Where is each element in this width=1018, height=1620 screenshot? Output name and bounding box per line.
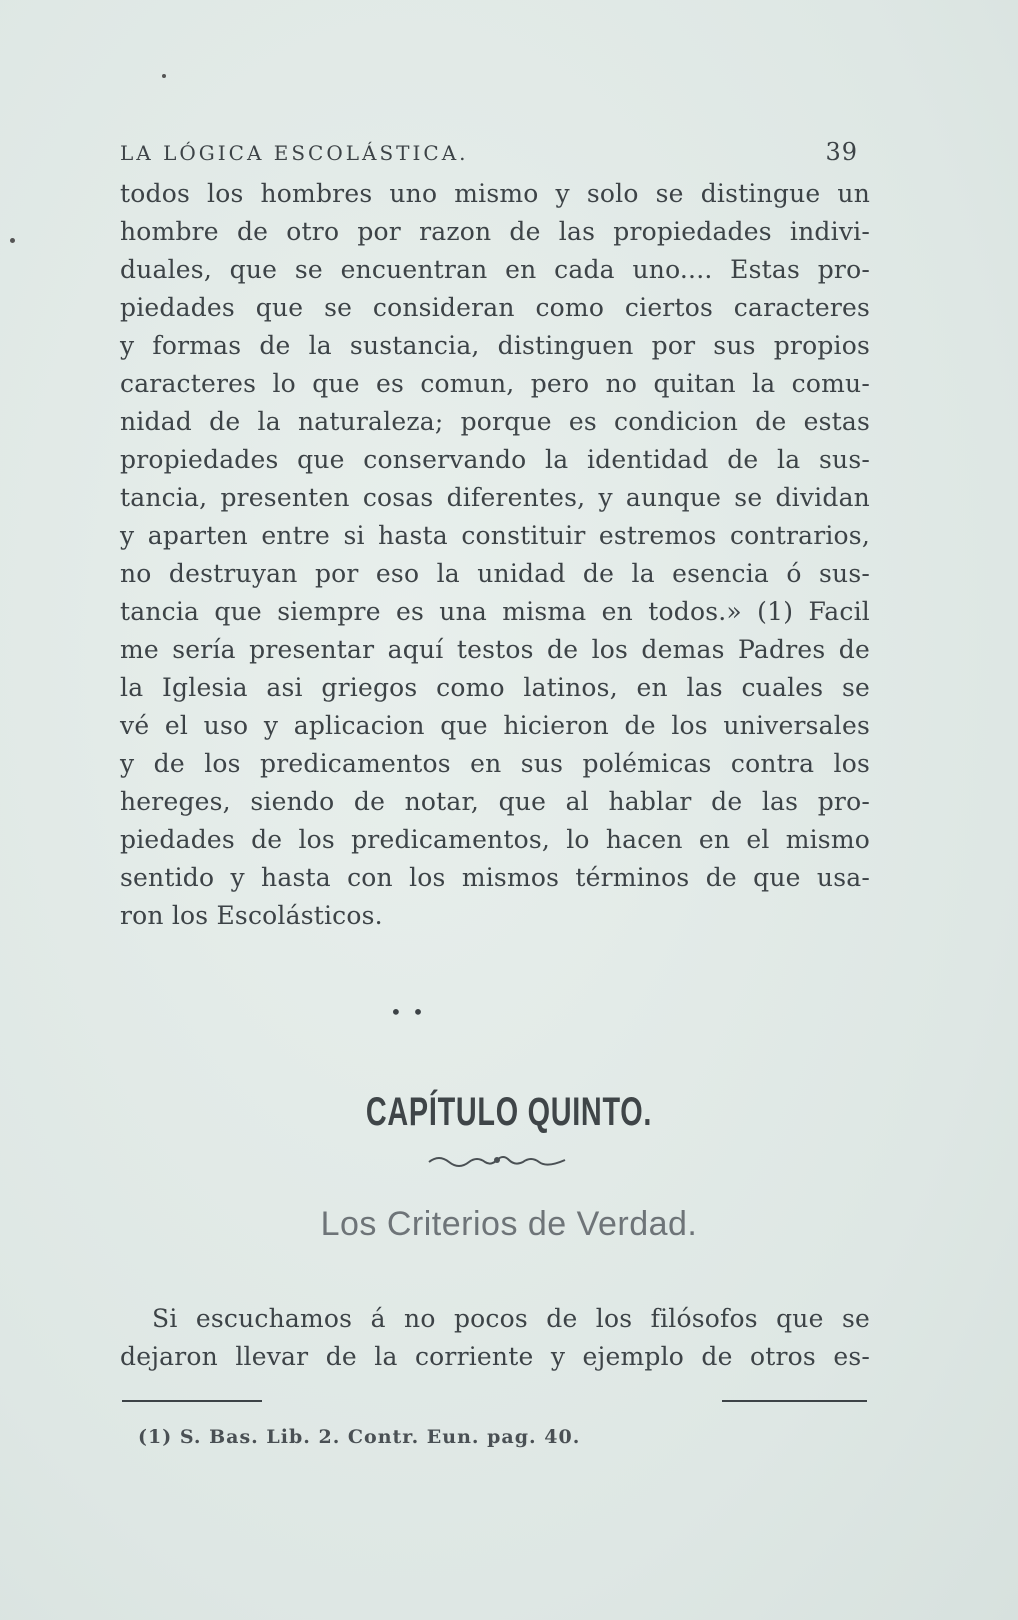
ink-speck xyxy=(10,238,15,243)
text-line: piedades que se consideran como ciertos caracteres xyxy=(120,293,870,322)
flourish-ornament xyxy=(427,1150,567,1172)
text-line: todos los hombres uno mismo y solo se distingue un xyxy=(120,179,870,208)
text-line: no destruyan por eso la unidad de la esencia ó sus- xyxy=(120,559,870,588)
ink-speck xyxy=(162,74,166,78)
text-line: dejaron llevar de la corriente y ejemplo de otros es- xyxy=(120,1342,870,1371)
section-title: Los Criterios de Verdad. xyxy=(320,1205,698,1243)
running-head xyxy=(120,138,858,166)
footnote-rule-right xyxy=(722,1400,867,1402)
text-line: hereges, siendo de notar, que al hablar de las pro- xyxy=(120,787,870,816)
text-line: duales, que se encuentran en cada uno.... Estas pro- xyxy=(120,255,870,284)
text-line: me sería presentar aquí testos de los demas Padres de xyxy=(120,635,870,664)
text-line: nidad de la naturaleza; porque es condicion de estas xyxy=(120,407,870,436)
chapter-text xyxy=(120,1300,870,1376)
text-line: sentido y hasta con los mismos términos de que usa- xyxy=(120,863,870,892)
text-line: propiedades que conservando la identidad de la sus- xyxy=(120,445,870,474)
ornament-dots: • • xyxy=(390,1000,426,1024)
text-line: y aparten entre si hasta constituir estremos contrarios, xyxy=(120,521,870,550)
text-line: vé el uso y aplicacion que hicieron de los universales xyxy=(120,711,870,740)
text-line: tancia que siempre es una misma en todos.» (1) Facil xyxy=(120,597,870,626)
text-line: ron los Escolásticos. xyxy=(120,901,383,930)
body-text xyxy=(120,175,870,935)
text-line: piedades de los predicamentos, lo hacen en el mismo xyxy=(120,825,870,854)
text-line: y formas de la sustancia, distinguen por sus propios xyxy=(120,331,870,360)
text-line: hombre de otro por razon de las propiedades indivi- xyxy=(120,217,870,246)
footnote: (1) S. Bas. Lib. 2. Contr. Eun. pag. 40. xyxy=(138,1426,581,1448)
text-line: Si escuchamos á no pocos de los filósofos que se xyxy=(152,1304,870,1333)
text-line: y de los predicamentos en sus polémicas contra los xyxy=(120,749,870,778)
footnote-rule-left xyxy=(122,1400,262,1402)
running-head-title: LA LÓGICA ESCOLÁSTICA. xyxy=(120,141,469,165)
page-number: 39 xyxy=(825,138,858,166)
chapter-title: CAPÍTULO QUINTO. xyxy=(365,1090,653,1134)
text-line: la Iglesia asi griegos como latinos, en las cuales se xyxy=(120,673,870,702)
text-line: caracteres lo que es comun, pero no quitan la comu- xyxy=(120,369,870,398)
text-line: tancia, presenten cosas diferentes, y aunque se dividan xyxy=(120,483,870,512)
